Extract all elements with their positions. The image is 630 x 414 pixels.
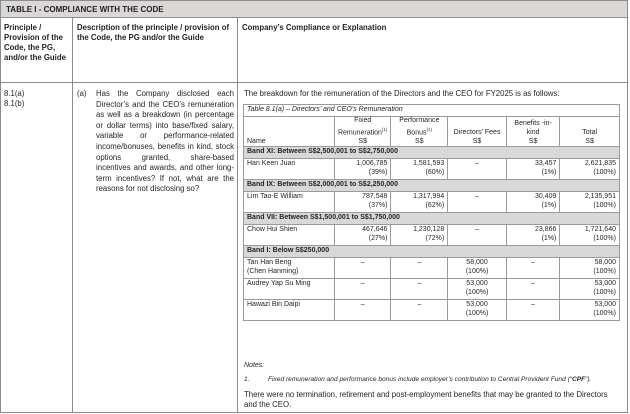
cell-total: [560, 159, 620, 180]
band-label: Band I: Below S$250,000: [244, 246, 620, 258]
table-row: [244, 225, 620, 246]
provision-description: Has the Company disclosed each Director’s and the CEO’s remuneration as well as a breakdown (in percentage or dollar terms) into base/fixed salary, variable or performance-related income/bonuses, benefits in kind, stock options granted, share-based incentives and awards, and other long-term incentives? If not, what are the reasons for not disclosing so?: [96, 89, 234, 194]
header-compliance: Company’s Compliance or Explanation: [242, 23, 387, 32]
cell-total: [560, 225, 620, 246]
percent-total: (100%): [593, 201, 616, 209]
value-fixed: –: [360, 301, 365, 309]
name-cell: [244, 258, 335, 279]
cell-fixed: [334, 225, 390, 246]
percent-fees: (100%): [465, 267, 489, 275]
cell-fees: [448, 225, 507, 246]
value-fixed: 1,006,785: [356, 160, 388, 168]
footnote-ref: (1): [426, 126, 432, 132]
note-number: 1.: [244, 376, 250, 383]
band-row: [244, 180, 620, 192]
cell-total: [560, 300, 620, 321]
cell-total: [560, 279, 620, 300]
value-fees: 53,000: [466, 301, 488, 309]
percent-fees: (100%): [465, 288, 489, 296]
breakdown-intro: The breakdown for the remuneration of the Directors and the CEO for FY2025 is as follows:: [244, 89, 560, 98]
band-label: Band VII: Between S$1,500,001 to S$1,750,000: [244, 213, 620, 225]
value-perf: –: [417, 259, 422, 267]
value-benefits: 33,457: [534, 160, 557, 168]
cell-benefits: [506, 279, 560, 300]
col-name: Name: [247, 137, 266, 145]
person-name: Hawazi Bin Daipi: [247, 301, 300, 309]
note-text-end: ”).: [585, 376, 592, 383]
col-fees: Directors’ Fees: [453, 128, 501, 136]
col-performance: Performance Bonus: [399, 117, 440, 136]
value-total: 1,721,640: [584, 226, 616, 234]
value-total: 53,000: [594, 301, 616, 309]
column-divider: [237, 18, 238, 413]
name-cell: [244, 279, 335, 300]
table-row: [244, 159, 620, 180]
percent-benefits: (1%): [541, 234, 557, 242]
cell-fees: [448, 159, 507, 180]
footnote-ref: (1): [381, 126, 388, 132]
col-total: Total: [582, 128, 598, 136]
cell-perf: [391, 279, 448, 300]
name-cell: [244, 225, 335, 246]
value-fees: 53,000: [466, 280, 488, 288]
value-total: 2,621,835: [584, 160, 616, 168]
cell-fixed: [334, 159, 390, 180]
col-unit: S$: [415, 137, 424, 145]
person-name: Han Keen Juan: [247, 160, 296, 168]
cell-fees: [448, 192, 507, 213]
value-fees: –: [475, 226, 479, 234]
percent-total: (100%): [593, 234, 616, 242]
band-label: Band IX: Between S$2,000,001 to S$2,250,000: [244, 180, 620, 192]
header-divider: [0, 82, 628, 83]
value-fixed: –: [360, 280, 365, 288]
cell-fees: [448, 300, 507, 321]
percent-perf: (60%): [425, 168, 445, 176]
notes-label: Notes:: [244, 362, 265, 369]
percent-benefits: (1%): [541, 201, 557, 209]
provision-number: 8.1(b): [4, 99, 25, 108]
note-abbrev: CPF: [571, 376, 586, 383]
value-fixed: –: [360, 259, 365, 267]
header-description: Description of the principle / provision of the Code, the PG and/or the Guide: [77, 23, 230, 42]
cell-benefits: [506, 300, 560, 321]
col-benefits: Benefits -in-kind: [514, 120, 552, 136]
value-perf: 1,230,128: [413, 226, 445, 234]
person-name-alt: (Chen Hanming): [247, 267, 299, 275]
value-perf: –: [417, 280, 422, 288]
table-row: [244, 258, 620, 279]
value-perf: 1,581,593: [413, 160, 445, 168]
value-total: 58,000: [594, 259, 616, 267]
table-row: [244, 192, 620, 213]
cell-perf: [391, 192, 448, 213]
value-perf: 1,317,994: [413, 193, 445, 201]
cell-perf: [391, 300, 448, 321]
cell-benefits: [506, 258, 560, 279]
percent-fixed: (39%): [368, 168, 388, 176]
percent-total: (100%): [593, 267, 616, 275]
value-total: 2,135,951: [584, 193, 616, 201]
cell-perf: [391, 258, 448, 279]
provision-number: 8.1(a): [4, 89, 25, 98]
person-name: Audrey Yap Su Ming: [247, 280, 311, 288]
col-unit: S$: [528, 137, 538, 145]
header-provision: Principle / Provision of the Code, the PG, and/or the Guide: [4, 23, 66, 62]
band-row: [244, 246, 620, 258]
person-name: Chow Hui Shien: [247, 226, 298, 234]
cell-perf: [391, 225, 448, 246]
value-benefits: 23,866: [534, 226, 557, 234]
cell-fixed: [334, 192, 390, 213]
value-benefits: 30,409: [534, 193, 557, 201]
percent-total: (100%): [593, 309, 616, 317]
cell-fixed: [334, 258, 390, 279]
cell-fees: [448, 258, 507, 279]
percent-fees: (100%): [465, 309, 489, 317]
col-unit: S$: [585, 137, 594, 145]
cell-fees: [448, 279, 507, 300]
percent-perf: (62%): [425, 201, 445, 209]
col-unit: S$: [472, 137, 482, 145]
percent-fixed: (37%): [368, 201, 388, 209]
column-divider: [72, 18, 73, 413]
person-name: Lim Tao-E William: [247, 193, 303, 201]
cell-benefits: [506, 225, 560, 246]
value-benefits: –: [531, 280, 536, 288]
item-letter: (a): [77, 89, 87, 98]
value-total: 53,000: [594, 280, 616, 288]
cell-fixed: [334, 279, 390, 300]
value-fees: –: [475, 193, 479, 201]
percent-total: (100%): [593, 168, 616, 176]
note-item: [244, 376, 591, 383]
table-title: TABLE I - COMPLIANCE WITH THE CODE: [0, 0, 628, 18]
value-fees: 58,000: [466, 259, 488, 267]
value-benefits: –: [531, 259, 536, 267]
cell-total: [560, 192, 620, 213]
name-cell: [244, 159, 335, 180]
value-benefits: –: [531, 301, 536, 309]
remuneration-table: [243, 104, 620, 321]
closing-statement: There were no termination, retirement and post-employment benefits that may be granted to the Directors and the CEO.: [244, 390, 608, 409]
cell-total: [560, 258, 620, 279]
cell-fixed: [334, 300, 390, 321]
person-name: Tan Han Beng: [247, 259, 292, 267]
band-row: [244, 147, 620, 159]
value-fees: –: [475, 160, 479, 168]
table-row: [244, 279, 620, 300]
band-row: [244, 213, 620, 225]
value-fixed: 467,646: [362, 226, 388, 234]
percent-total: (100%): [593, 288, 616, 296]
table-row: [244, 300, 620, 321]
percent-fixed: (27%): [368, 234, 388, 242]
col-fixed: Fixed Remuneration: [337, 117, 382, 136]
percent-benefits: (1%): [541, 168, 557, 176]
remuneration-table-caption: Table 8.1(a) – Directors’ and CEO’s Remuneration: [244, 105, 620, 117]
name-cell: [244, 192, 335, 213]
value-perf: –: [417, 301, 422, 309]
percent-perf: (72%): [425, 234, 445, 242]
band-label: Band XI: Between S$2,500,001 to S$2,750,000: [244, 147, 620, 159]
remuneration-header-row: [244, 117, 620, 147]
cell-benefits: [506, 159, 560, 180]
cell-benefits: [506, 192, 560, 213]
cell-perf: [391, 159, 448, 180]
value-fixed: 787,548: [362, 193, 388, 201]
name-cell: [244, 300, 335, 321]
note-text: Fixed remuneration and performance bonus include employer’s contribution to Central Provident Fund (“: [268, 376, 572, 383]
col-unit: S$: [358, 137, 367, 145]
